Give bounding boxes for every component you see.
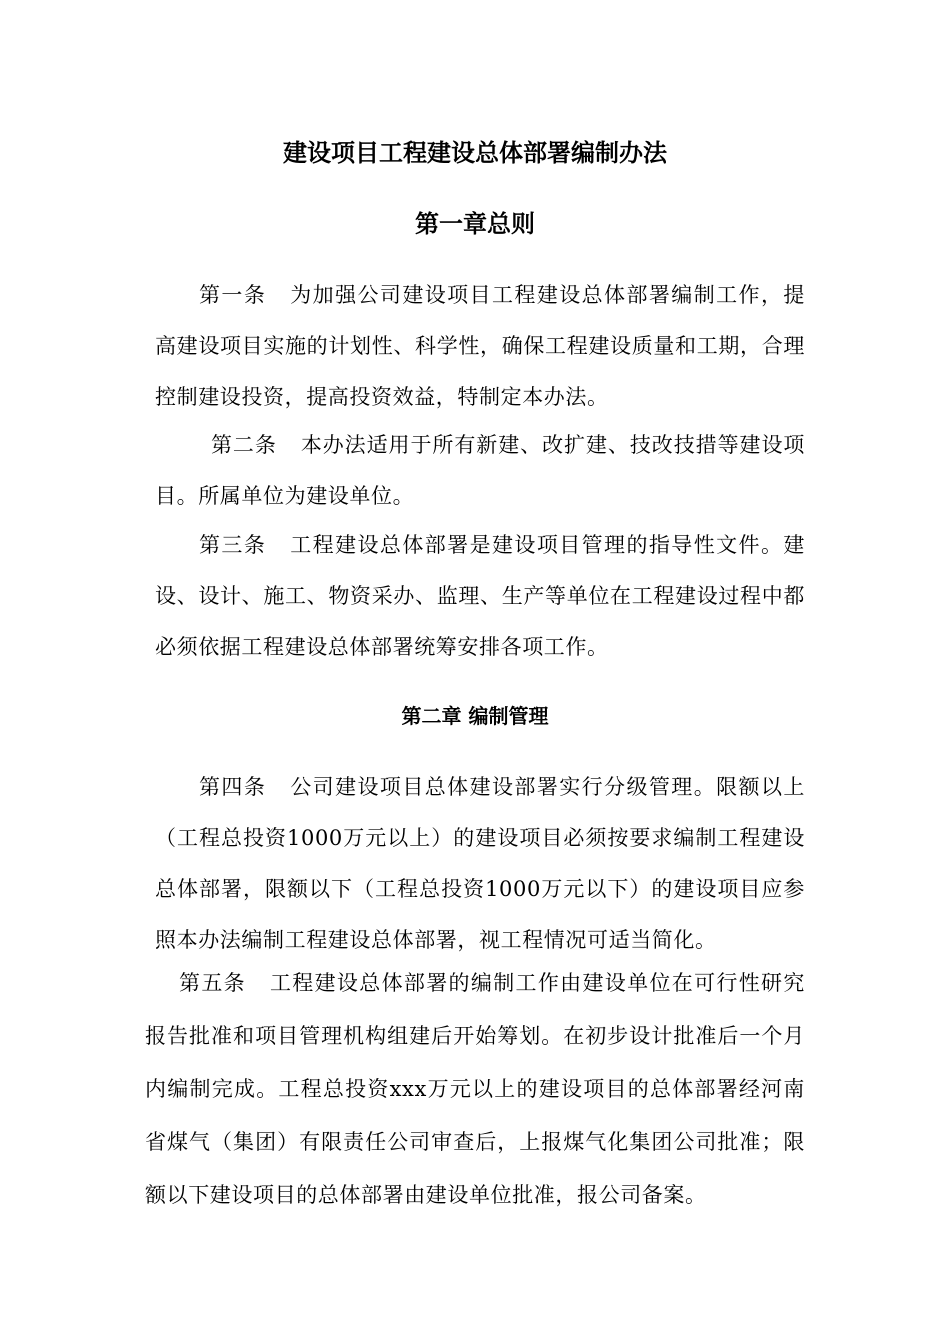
article-paragraph — [155, 762, 805, 966]
article-paragraph — [145, 957, 805, 1222]
article-text: 为加强公司建设项目工程建设总体部署编制工作，提高建设项目实施的计划性、科学性，确保工程建设质量和工期，合理控制建设投资，提高投资效益，特制定本办法。 — [155, 283, 805, 409]
article-label: 第四条 — [199, 775, 267, 799]
article-paragraph — [155, 420, 805, 522]
article-paragraph — [155, 270, 805, 423]
article-text: 本办法适用于所有新建、改扩建、技改技措等建设项目。所属单位为建设单位。 — [155, 433, 805, 508]
article-label: 第三条 — [199, 533, 267, 557]
chapter-heading: 第一章总则 — [415, 210, 535, 238]
article-paragraph — [155, 520, 805, 673]
article-label: 第五条 — [179, 971, 246, 995]
chapter-heading: 第二章 编制管理 — [401, 704, 549, 728]
article-label: 第二条 — [211, 433, 277, 457]
article-text: 公司建设项目总体建设部署实行分级管理。限额以上（工程总投资1000万元以上）的建设项目必须按要求编制工程建设总体部署，限额以下（工程总投资1000万元以下）的建设项目应参照本办法编制工程建设总体部署，视工程情况可适当简化。 — [155, 775, 805, 952]
article-label: 第一条 — [199, 283, 267, 307]
article-text: 工程建设总体部署是建设项目管理的指导性文件。建设、设计、施工、物资采办、监理、生产等单位在工程建设过程中都必须依据工程建设总体部署统筹安排各项工作。 — [155, 533, 805, 659]
document-title: 建设项目工程建设总体部署编制办法 — [283, 139, 667, 167]
article-text: 工程建设总体部署的编制工作由建设单位在可行性研究报告批准和项目管理机构组建后开始筹划。在初步设计批准后一个月内编制完成。工程总投资xxx万元以上的建设项目的总体部署经河南省煤气（集团）有限责任公司审查后，上报煤气化集团公司批准；限额以下建设项目的总体部署由建设单位批准，报公司备案。 — [145, 971, 805, 1207]
